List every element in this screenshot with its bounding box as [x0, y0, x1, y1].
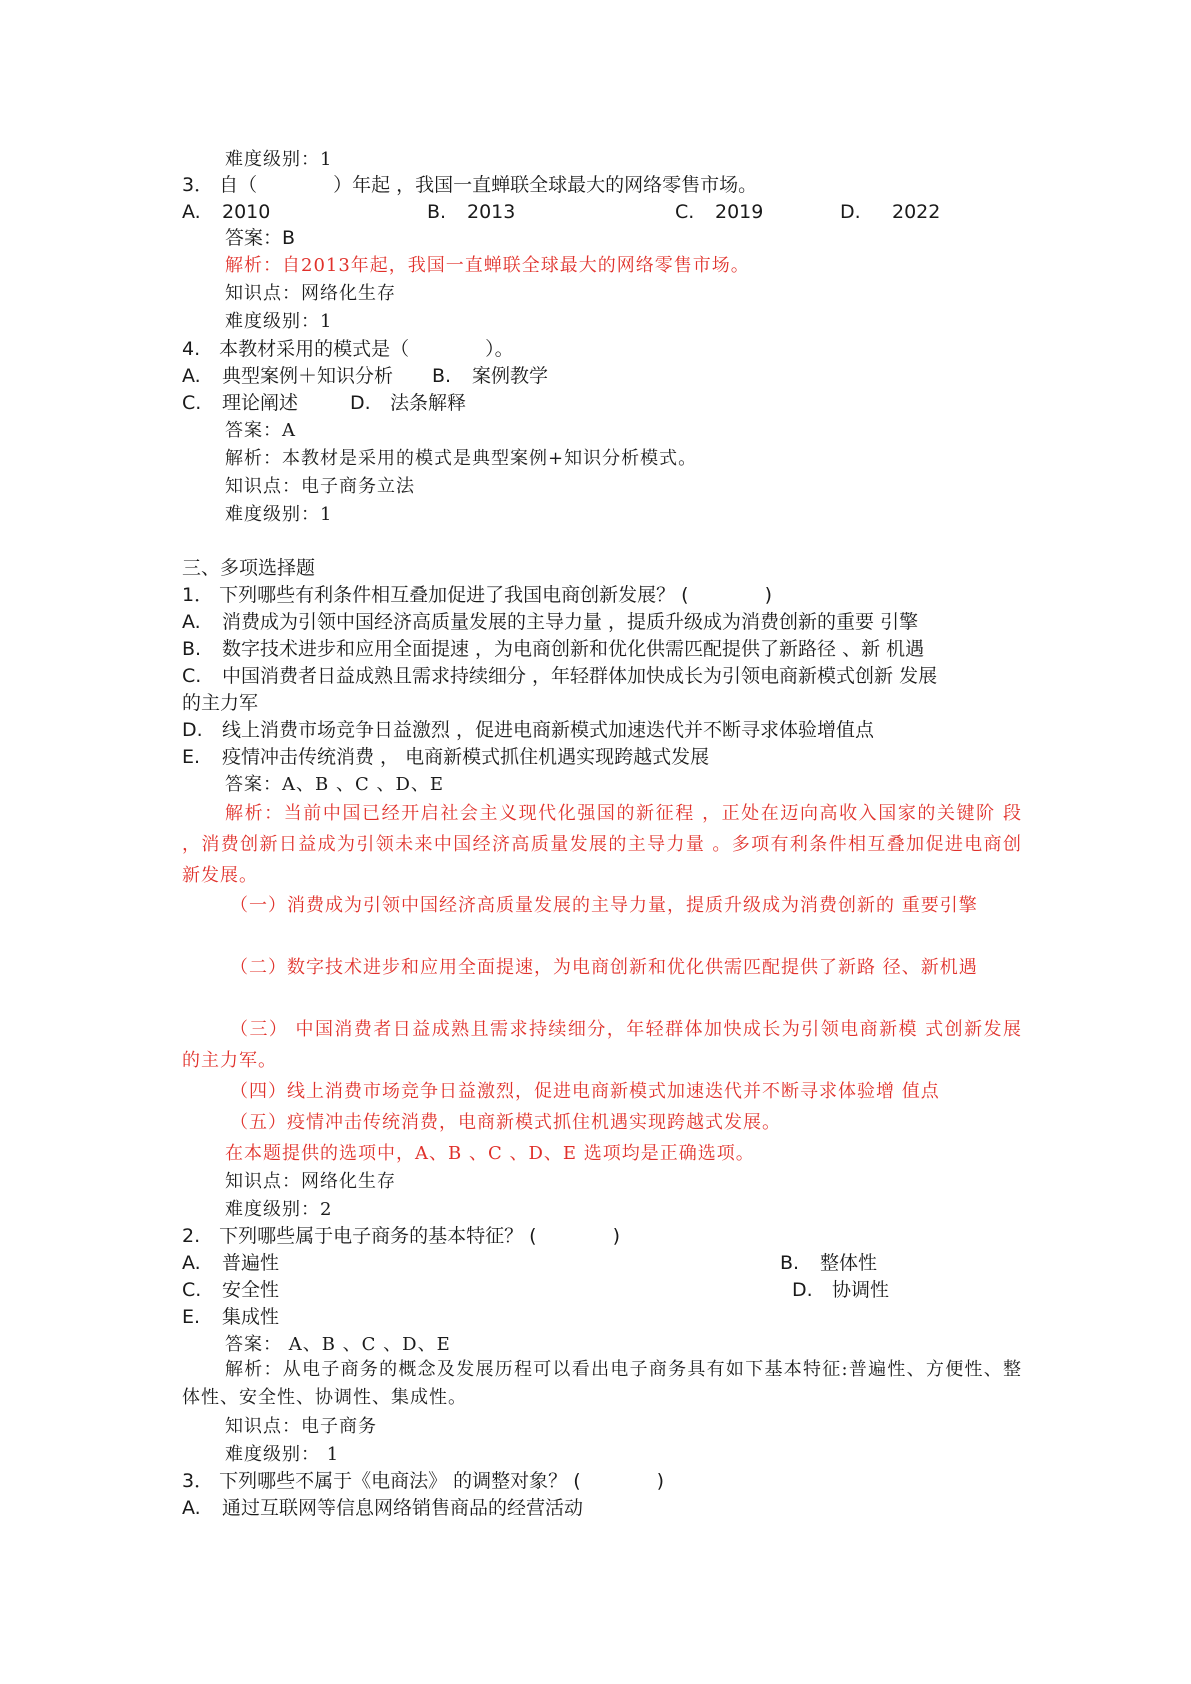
question-stem: 2. 下列哪些属于电子商务的基本特征？ ( )	[182, 1225, 620, 1247]
analysis: 解析：当前中国已经开启社会主义现代化强国的新征程 ，正处在迈向高收入国家的关键阶 段 ，消费创新日益成为引领未来中国经济高质量发展的主导力量 。多项有利条件相互叠加促进电商创新发展。	[182, 803, 1022, 886]
option-e: E. 集成性	[182, 1306, 280, 1328]
analysis-point-4: （四）线上消费市场竞争日益激烈，促进电商新模式加速迭代并不断寻求体验增 值点	[230, 1081, 940, 1102]
option-d: D. 协调性	[792, 1279, 890, 1301]
difficulty-level: 难度级别： 1	[225, 1444, 340, 1465]
option-b: B. 数字技术进步和应用全面提速 ，为电商创新和优化供需匹配提供了新路径 、新 机遇	[182, 638, 925, 660]
option-c: C. 中国消费者日益成熟且需求持续细分 ，年轻群体加快成长为引领电商新模式创新 发展	[182, 665, 938, 687]
option-b: B. 整体性	[780, 1252, 878, 1274]
difficulty-level: 难度级别：1	[225, 149, 333, 170]
analysis-point-5: （五）疫情冲击传统消费，电商新模式抓住机遇实现跨越式发展。	[230, 1112, 781, 1133]
analysis: 解析：本教材是采用的模式是典型案例+知识分析模式。	[225, 448, 698, 469]
question-stem: 3． 自（ ）年起 ，我国一直蝉联全球最大的网络零售市场。	[182, 174, 758, 196]
knowledge-point: 知识点：电子商务立法	[225, 476, 415, 497]
option-a: A. 普遍性	[182, 1252, 280, 1274]
analysis: 解析：从电子商务的概念及发展历程可以看出电子商务具有如下基本特征:普遍性、方便性、整体性、安全性、协调性、集成性。	[182, 1359, 1022, 1408]
question-stem: 3． 下列哪些不属于《电商法》 的调整对象？ ( )	[182, 1470, 665, 1492]
difficulty-level: 难度级别：1	[225, 311, 333, 332]
answer: 答案：A、B 、C 、D、E	[225, 774, 445, 795]
question-stem: 4. 本教材采用的模式是（ ）。	[182, 338, 514, 360]
analysis-conclusion: 在本题提供的选项中，A、B 、C 、D、E 选项均是正确选项。	[225, 1143, 755, 1164]
option-c-continued: 的主力军	[182, 692, 259, 714]
option-e: E. 疫情冲击传统消费 ， 电商新模式抓住机遇实现跨越式发展	[182, 746, 710, 768]
difficulty-level: 难度级别：2	[225, 1199, 333, 1220]
answer: 答案：B	[225, 227, 296, 249]
option-d: D. 2022	[840, 201, 941, 223]
option-b: B. 案例教学	[432, 365, 549, 387]
knowledge-point: 知识点：网络化生存	[225, 1171, 396, 1192]
analysis-point-1: （一）消费成为引领中国经济高质量发展的主导力量，提质升级成为消费创新的 重要引擎	[230, 895, 978, 916]
option-c: C. 安全性	[182, 1279, 280, 1301]
option-b: B. 2013	[427, 201, 516, 223]
option-a: A. 2010	[182, 201, 271, 223]
option-d: D. 线上消费市场竞争日益激烈 ，促进电商新模式加速迭代并不断寻求体验增值点	[182, 719, 875, 741]
option-c: C. 2019	[675, 201, 764, 223]
analysis-point-3: （三） 中国消费者日益成熟且需求持续细分，年轻群体加快成长为引领电商新模 式创新发展的主力军。	[182, 1019, 1022, 1071]
option-c: C. 理论阐述	[182, 392, 299, 414]
analysis: 解析：自2013年起，我国一直蝉联全球最大的网络零售市场。	[225, 255, 750, 276]
answer: 答案：A	[225, 420, 296, 441]
knowledge-point: 知识点：电子商务	[225, 1416, 377, 1437]
option-a: A. 通过互联网等信息网络销售商品的经营活动	[182, 1497, 584, 1519]
question-stem: 1． 下列哪些有利条件相互叠加促进了我国电商创新发展？ ( )	[182, 584, 772, 606]
option-a: A. 典型案例＋知识分析	[182, 365, 394, 387]
option-a: A. 消费成为引领中国经济高质量发展的主导力量 ，提质升级成为消费创新的重要 引擎	[182, 611, 919, 633]
analysis-point-2: （二）数字技术进步和应用全面提速，为电商创新和优化供需匹配提供了新路 径、新机遇	[230, 957, 978, 978]
option-d: D. 法条解释	[350, 392, 467, 414]
difficulty-level: 难度级别：1	[225, 504, 333, 525]
knowledge-point: 知识点：网络化生存	[225, 283, 396, 304]
section-title: 三、多项选择题	[182, 557, 316, 579]
answer: 答案： A、B 、C 、D、E	[225, 1334, 451, 1355]
